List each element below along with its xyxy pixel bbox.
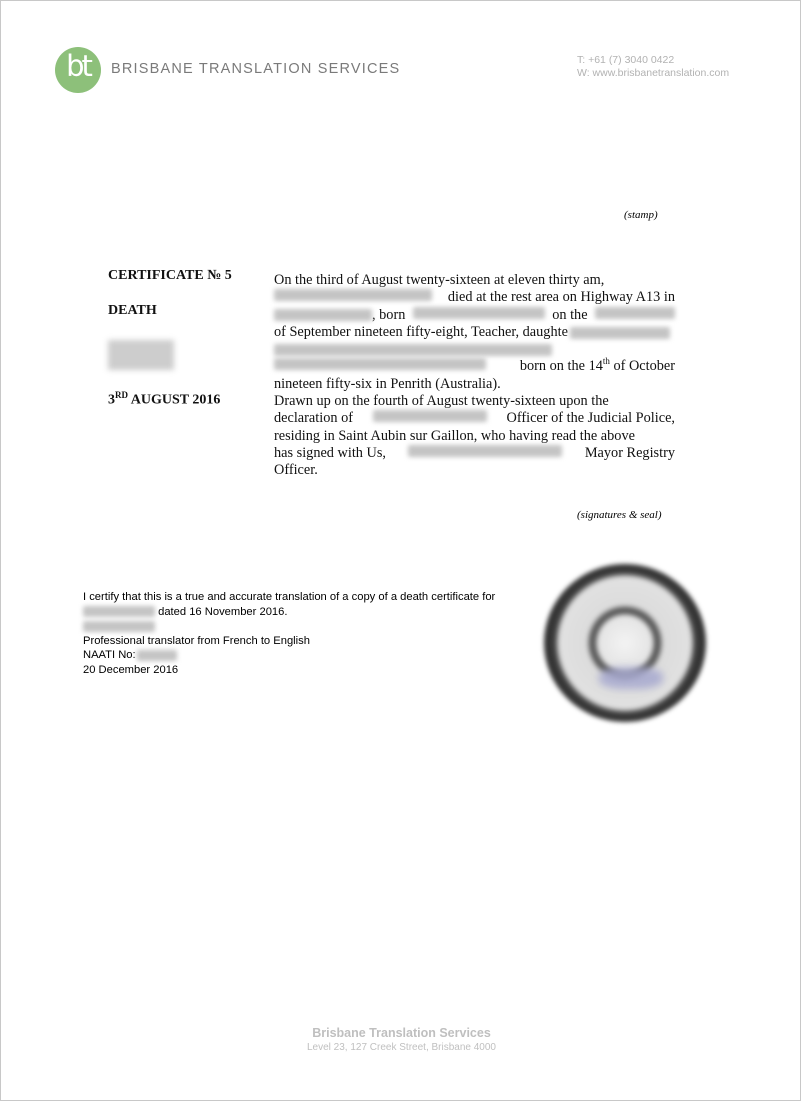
body-text: died at the rest area on Highway A13 in [447, 289, 675, 306]
body-line [274, 324, 675, 341]
body-text: On the third of August twenty-sixteen at eleven thirty am, [274, 272, 605, 288]
redacted-name [108, 340, 174, 370]
body-text: Drawn up on the fourth of August twenty-sixteen upon the [274, 393, 609, 410]
certification-line: Professional translator from French to English [83, 634, 310, 647]
body-text: of October [609, 358, 675, 375]
stamp-note: (stamp) [624, 209, 658, 221]
date-rest: AUGUST 2016 [128, 392, 221, 408]
body-line [274, 358, 675, 375]
naati-label: NAATI No: [83, 649, 136, 662]
body-line [274, 289, 675, 306]
redacted-text [570, 327, 670, 339]
contact-info [577, 54, 729, 80]
company-name: BRISBANE TRANSLATION SERVICES [111, 61, 401, 77]
certification-text: dated 16 November 2016. [158, 605, 288, 618]
certification-line [83, 619, 495, 634]
redacted-text [274, 309, 372, 321]
body-line [274, 341, 675, 358]
translator-seal [544, 564, 706, 722]
translator-certification [83, 590, 495, 678]
redacted-naati-number [137, 650, 177, 661]
redacted-text [373, 410, 487, 422]
body-text: residing in Saint Aubin sur Gaillon, who having read the above [274, 427, 635, 444]
redacted-text [83, 606, 155, 617]
certificate-type: DEATH [108, 303, 157, 318]
footer-company-name: Brisbane Translation Services [312, 1026, 491, 1040]
certificate-body [274, 272, 675, 480]
company-logo [55, 47, 101, 93]
redacted-text [274, 358, 486, 370]
body-line [274, 445, 675, 462]
redacted-text [274, 289, 432, 301]
date-suffix: RD [115, 390, 128, 400]
body-text: , born [372, 306, 406, 323]
redacted-text [595, 307, 675, 319]
signatures-note: (signatures & seal) [577, 509, 662, 521]
date-day: 3 [108, 392, 115, 408]
certification-line: I certify that this is a true and accurate translation of a copy of a death certificate for [83, 591, 496, 603]
redacted-text [83, 621, 155, 632]
body-superscript: th [602, 356, 610, 367]
certification-line [83, 605, 495, 620]
body-text: nineteen fifty-six in Penrith (Australia). [274, 375, 501, 392]
redacted-text [274, 344, 552, 356]
body-text: declaration of [274, 410, 353, 427]
body-text: Officer. [274, 462, 318, 479]
redacted-text [413, 307, 545, 319]
body-text: has signed with Us, [274, 444, 386, 461]
redacted-text [408, 445, 562, 457]
body-line [274, 462, 675, 479]
body-text: Officer of the Judicial Police, [506, 410, 675, 427]
certificate-number: CERTIFICATE № 5 [108, 268, 232, 283]
body-line [274, 376, 675, 393]
body-line [274, 393, 675, 410]
certification-line: 20 December 2016 [83, 663, 179, 676]
body-line [274, 307, 675, 324]
certificate-date [108, 390, 220, 409]
footer-address: Level 23, 127 Creek Street, Brisbane 4000 [306, 1042, 496, 1053]
body-line [274, 428, 675, 445]
body-line [274, 272, 675, 289]
logo-text: bt [66, 49, 90, 83]
body-line [274, 410, 675, 427]
body-text: of September nineteen fifty-eight, Teacher, daughte [274, 323, 568, 340]
website: W: www.brisbanetranslation.com [577, 67, 730, 79]
certification-line [83, 648, 495, 663]
body-text: Mayor Registry [584, 444, 675, 461]
phone-number: T: +61 (7) 3040 0422 [577, 54, 675, 66]
seal-signature [599, 667, 663, 689]
body-text: on the [552, 306, 588, 323]
body-text: born on the 14 [519, 358, 603, 375]
